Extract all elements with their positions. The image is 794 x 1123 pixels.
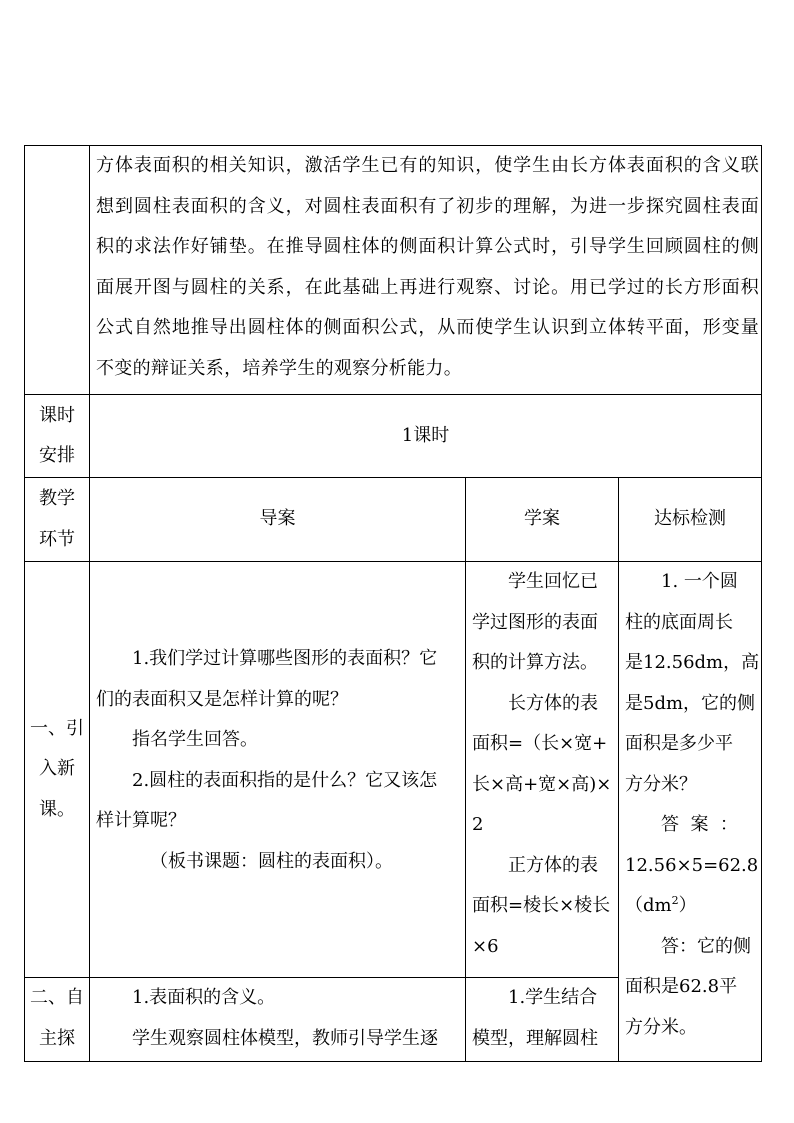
- study-line: ×6: [472, 935, 499, 957]
- check-line: 柱的底面周长: [625, 611, 733, 633]
- check-line: 1. 一个圆: [661, 571, 738, 592]
- guide-line: 1.表面积的含义。: [132, 987, 276, 1008]
- study-line: 1.学生结合: [508, 987, 598, 1008]
- section2-label-cell: [25, 978, 89, 1061]
- header-stage-cell: [25, 478, 89, 561]
- paragraph-line: 想到圆柱表面积的含义，对圆柱表面积有了初步的理解，为进一步探究圆柱表面: [96, 195, 759, 217]
- column-divider: [618, 477, 619, 1062]
- check-unit-sup: 2: [671, 894, 679, 907]
- design-intent-cell: [96, 145, 759, 394]
- section1-label: 课。: [39, 798, 75, 820]
- check-line: 方分米。: [625, 1016, 697, 1038]
- header-study-cell: [466, 478, 618, 561]
- guide-line: （板书课题：圆柱的表面积）。: [150, 850, 393, 872]
- paragraph-line: 方体表面积的相关知识，激活学生已有的知识，使学生由长方体表面积的含义联: [96, 155, 759, 176]
- guide-line: 样计算呢？: [96, 810, 186, 831]
- study-line: 长方体的表: [508, 692, 598, 714]
- header-guide-label: 导案: [259, 508, 296, 530]
- check-line: 方分米？: [625, 773, 697, 795]
- header-study-label: 学案: [524, 508, 560, 530]
- check-line: 是12.56dm，高: [625, 652, 760, 673]
- study-line: 积的计算方法。: [472, 652, 598, 673]
- section2-label: 二、自: [30, 987, 84, 1008]
- study-line: 面积=棱长×棱长: [472, 895, 611, 916]
- section1-guide-cell: [96, 562, 462, 977]
- study-line: 学过图形的表面: [472, 611, 598, 633]
- schedule-label: 安排: [39, 445, 75, 466]
- paragraph-line: 公式自然地推导出圆柱体的侧面积公式，从而使学生认识到立体转平面，形变量: [96, 317, 759, 338]
- header-stage-label: 环节: [39, 528, 75, 550]
- study-line: 2: [472, 814, 484, 835]
- table-border-bottom: [24, 1061, 762, 1062]
- check-unit-line: [625, 886, 761, 927]
- study-line: 模型，理解圆柱: [472, 1027, 598, 1049]
- section1-study-cell: [472, 562, 616, 977]
- check-cell: [625, 562, 761, 1061]
- check-unit: （dm: [625, 895, 672, 916]
- header-stage-label: 教学: [39, 488, 75, 509]
- column-divider: [465, 477, 466, 1062]
- header-check-label: 达标检测: [654, 508, 726, 530]
- paragraph-line: 面展开图与圆柱的关系，在此基础上再进行观察、讨论。用已学过的长方形面积: [96, 276, 759, 298]
- section2-guide-cell: [96, 978, 462, 1061]
- schedule-label: 课时: [39, 404, 75, 426]
- paragraph-line: 积的求法作好铺垫。在推导圆柱体的侧面积计算公式时，引导学生回顾圆柱的侧: [96, 236, 759, 257]
- schedule-value-cell: [90, 395, 761, 477]
- table-border-right: [761, 145, 762, 1062]
- check-line: 12.56×5=62.8: [625, 854, 759, 876]
- guide-line: 们的表面积又是怎样计算的呢？: [96, 688, 348, 710]
- section1-label-cell: [25, 562, 89, 977]
- schedule-value: 1课时: [401, 424, 450, 446]
- study-line: 长×高+宽×高)×: [472, 773, 612, 795]
- study-line: 正方体的表: [508, 854, 598, 876]
- section2-study-cell: [472, 978, 616, 1061]
- check-unit-close: ）: [678, 895, 697, 916]
- header-guide-cell: [90, 478, 465, 561]
- section2-label: 主探: [39, 1027, 75, 1049]
- section1-label: 入新: [39, 758, 75, 780]
- study-line: 面积=（长×宽+: [472, 733, 608, 754]
- study-line: 学生回忆已: [508, 571, 598, 592]
- check-line: 是5dm，它的侧: [625, 692, 756, 714]
- section1-label: 一、引: [30, 717, 84, 739]
- guide-line: 2.圆柱的表面积指的是什么？它又该怎: [132, 769, 438, 791]
- check-line: 答 案 ：: [661, 814, 738, 835]
- lesson-plan-table: [24, 145, 762, 1062]
- schedule-label-cell: [25, 395, 89, 477]
- header-check-cell: [619, 478, 761, 561]
- check-line: 面积是62.8平: [625, 976, 738, 997]
- column-divider: [89, 145, 90, 1062]
- check-line: 答：它的侧: [661, 935, 751, 957]
- paragraph-line: 不变的辩证关系，培养学生的观察分析能力。: [96, 357, 462, 379]
- guide-line: 学生观察圆柱体模型，教师引导学生逐: [132, 1027, 438, 1049]
- guide-line: 指名学生回答。: [132, 729, 258, 750]
- check-line: 面积是多少平: [625, 733, 733, 754]
- guide-line: 1.我们学过计算哪些图形的表面积？它: [132, 648, 438, 669]
